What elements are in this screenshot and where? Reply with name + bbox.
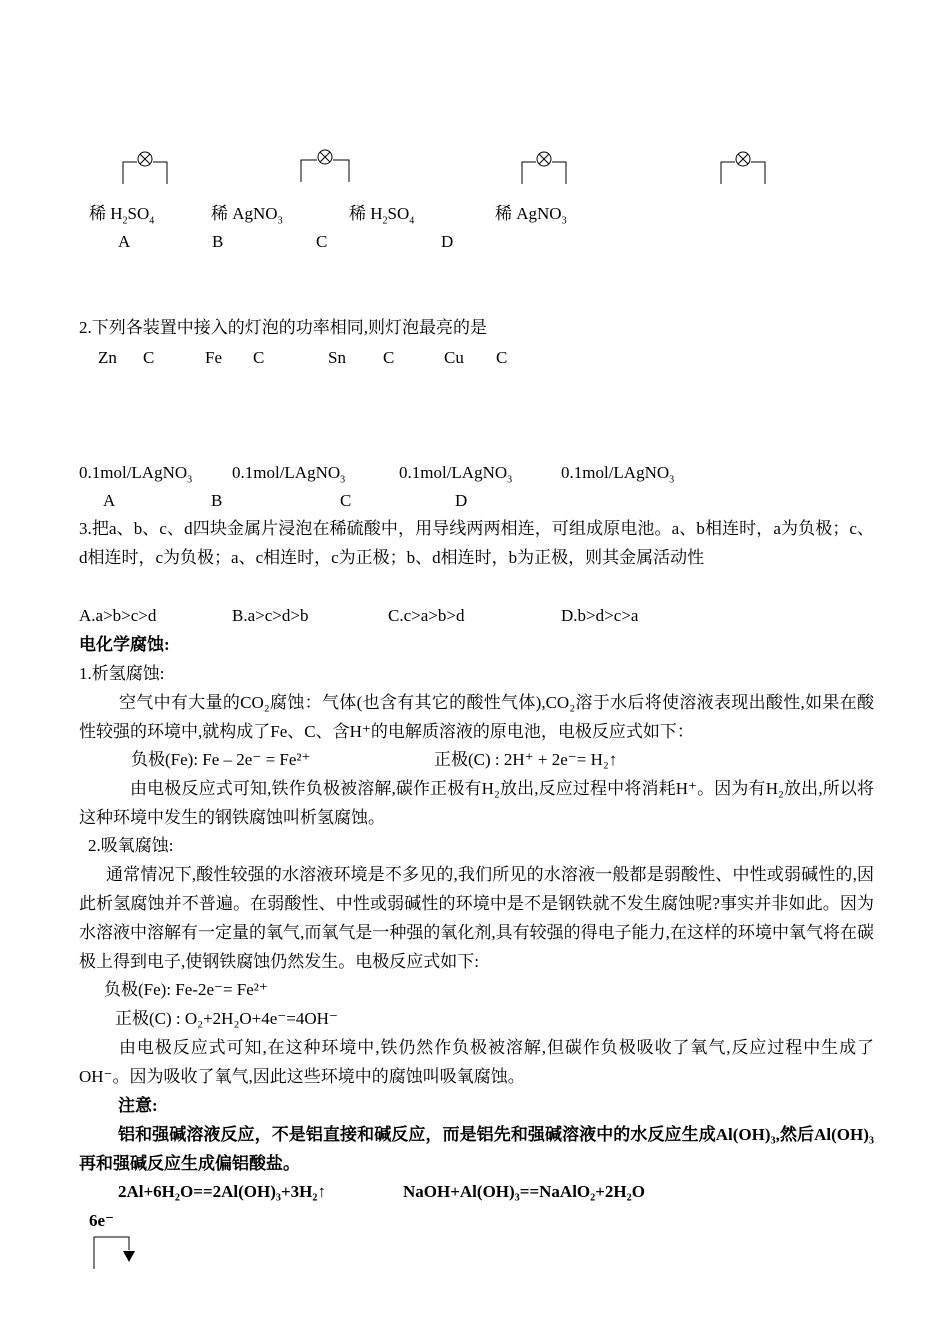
solution-label-b: 稀 AgNO$_3$ xyxy=(211,204,283,227)
equation-positive: 正极(C) : O₂+2H₂O+4e⁻=4OH⁻ xyxy=(115,1009,338,1028)
electrode-label: C xyxy=(496,348,508,367)
solution-concentration-c: 0.1mol/LAgNO$_3$ xyxy=(399,463,513,486)
solution-concentration-d: 0.1mol/LAgNO$_3$ xyxy=(561,463,675,486)
paragraph: 空气中有大量的CO₂腐蚀：气体(也含有其它的酸性气体),CO₂溶于水后将使溶液表现出酸性,如果在酸性较强的环境中,就构成了Fe、C、含H⁺的电解质溶液的原电池，电极反应式如下： xyxy=(79,693,874,741)
option-c: C xyxy=(340,491,352,510)
subsection-heading: 2.吸氧腐蚀: xyxy=(88,836,174,855)
bulb-circuit-a xyxy=(122,150,166,178)
subsection-heading: 1.析氢腐蚀: xyxy=(79,664,165,683)
solution-concentration-a: 0.1mol/LAgNO$_3$ xyxy=(79,463,193,486)
equation-positive: 正极(C) : 2H⁺ + 2e⁻= H₂↑ xyxy=(434,750,618,769)
solution-label-c: 稀 $H_2SO_4$ xyxy=(349,204,415,227)
option-a: A.a>b>c>d xyxy=(79,606,157,625)
note-equation-2: NaOH+Al(OH)₃==NaAlO₂+2H₂O xyxy=(403,1182,645,1201)
option-d: D xyxy=(441,232,454,251)
electrode-label: C xyxy=(143,348,155,367)
electrode-label: Sn xyxy=(328,348,346,367)
electrode-label: C xyxy=(253,348,265,367)
option-b: B xyxy=(211,491,223,510)
note-text: 铝和强碱溶液反应，不是铝直接和碱反应，而是铝先和强碱溶液中的水反应生成Al(OH)₃,然后Al(OH)₃再和强碱反应生成偏铝酸盐。 xyxy=(79,1125,874,1173)
bulb-circuit-b xyxy=(300,148,344,176)
electrode-label: C xyxy=(383,348,395,367)
paragraph: 由电极反应式可知,铁作负极被溶解,碳作正极有H₂放出,反应过程中将消耗H⁺。因为有H₂放出,所以将这种环境中发生的钢铁腐蚀叫析氢腐蚀。 xyxy=(79,779,874,827)
option-a: A xyxy=(103,491,116,510)
section-title: 电化学腐蚀: xyxy=(79,635,170,654)
option-b: B.a>c>d>b xyxy=(232,606,309,625)
bulb-circuit-c xyxy=(521,150,565,178)
solution-concentration-b: 0.1mol/LAgNO$_3$ xyxy=(232,463,346,486)
option-d: D.b>d>c>a xyxy=(561,606,639,625)
electron-transfer-arrow xyxy=(93,1236,137,1275)
option-c: C xyxy=(316,232,328,251)
electrode-label: Zn xyxy=(98,348,117,367)
electrode-label: Cu xyxy=(444,348,464,367)
option-a: A xyxy=(118,232,131,251)
equation-negative: 负极(Fe): Fe-2e⁻= Fe²⁺ xyxy=(104,980,268,999)
bulb-circuit-d xyxy=(720,150,764,178)
option-d: D xyxy=(455,491,468,510)
paragraph: 通常情况下,酸性较强的水溶液环境是不多见的,我们所见的水溶液一般都是弱酸性、中性或弱碱性的,因此析氢腐蚀并不普遍。在弱酸性、中性或弱碱性的环境中是不是钢铁就不发生腐蚀呢?事实并非如此。因为水溶液中溶解有一定量的氧气,而氧气是一种强的氧化剂,具有较强的得电子能力,在这样的环境中氧气将在碳极上得到电子,使钢铁腐蚀仍然发生。电极反应式如下: xyxy=(79,865,874,971)
electron-transfer-label: 6e⁻ xyxy=(89,1211,115,1230)
solution-label-d: 稀 AgNO$_3$ xyxy=(495,204,567,227)
paragraph: 由电极反应式可知,在这种环境中,铁仍然作负极被溶解,但碳作负极吸收了氧气,反应过程中生成了OH⁻。因为吸收了氧气,因此这些环境中的腐蚀叫吸氧腐蚀。 xyxy=(79,1038,874,1086)
option-b: B xyxy=(212,232,224,251)
electrode-label: Fe xyxy=(205,348,222,367)
question-3: 3.把a、b、c、d四块金属片浸泡在稀硫酸中，用导线两两相连，可组成原电池。a、b相连时，a为负极；c、d相连时，c为负极；a、c相连时，c为正极；b、d相连时，b为正极，则其金属活动性 xyxy=(79,519,874,567)
solution-label-a: 稀 $H_2SO_4$ xyxy=(89,204,155,227)
equation-negative: 负极(Fe): Fe – 2e⁻ = Fe²⁺ xyxy=(131,750,311,769)
option-c: C.c>a>b>d xyxy=(388,606,465,625)
note-title: 注意: xyxy=(118,1096,158,1115)
note-equation-1: 2Al+6H₂O==2Al(OH)₃+3H₂↑ xyxy=(118,1182,326,1201)
question-2: 2.下列各装置中接入的灯泡的功率相同,则灯泡最亮的是 xyxy=(79,318,487,337)
